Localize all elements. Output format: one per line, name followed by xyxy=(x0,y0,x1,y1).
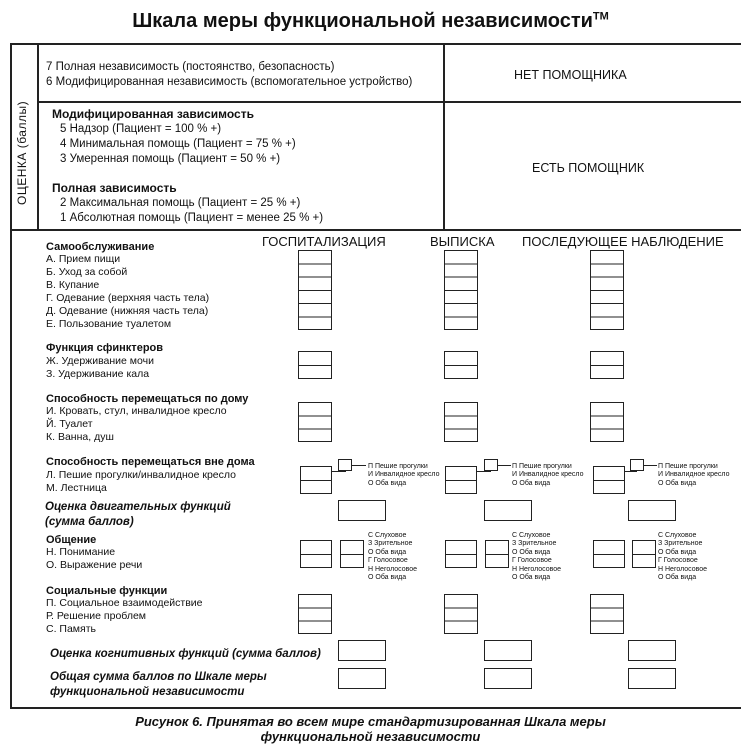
connector xyxy=(332,471,346,472)
motor-total-label: Оценка двигательных функций xyxy=(45,501,231,513)
side-label: ОЦЕНКА (баллы) xyxy=(15,100,29,205)
option-box[interactable] xyxy=(630,459,644,471)
modified-dependence-title: Модифицированная зависимость xyxy=(52,107,254,121)
sphincter-item: Ж. Удерживание мочи xyxy=(46,355,154,367)
frame-top xyxy=(10,43,741,45)
sphincter-title: Функция сфинктеров xyxy=(46,342,164,354)
frame-bottom xyxy=(10,707,741,709)
score-3: 3 Умеренная помощь (Пациент = 50 % +) xyxy=(60,153,281,165)
selfcare-item: Д. Одевание (нижняя часть тела) xyxy=(46,305,209,317)
score-6: 6 Модифицированная независимость (вспомогательное устройство) xyxy=(46,76,413,88)
col-admission: ГОСПИТАЛИЗАЦИЯ xyxy=(262,234,386,249)
grand-total-label-2: функциональной независимости xyxy=(50,686,245,698)
grand-total-label: Общая сумма баллов по Шкале меры xyxy=(50,671,267,683)
selfcare-item: А. Прием пищи xyxy=(46,253,121,265)
score-box[interactable] xyxy=(445,466,477,494)
social-item: П. Социальное взаимодействие xyxy=(46,597,203,609)
helper-label: ЕСТЬ ПОМОЩНИК xyxy=(532,161,645,175)
outside-item: Л. Пешие прогулки/инвалидное кресло xyxy=(46,469,236,481)
motor-total-box[interactable] xyxy=(628,500,676,521)
no-helper-label: НЕТ ПОМОЩНИКА xyxy=(514,68,627,82)
grand-total-box[interactable] xyxy=(338,668,386,689)
score-box[interactable] xyxy=(444,351,478,379)
full-dependence-title: Полная зависимость xyxy=(52,181,177,195)
selfcare-item: Б. Уход за собой xyxy=(46,266,128,278)
score-box[interactable] xyxy=(593,466,625,494)
sphincter-item: З. Удерживание кала xyxy=(46,368,150,380)
social-item: С. Память xyxy=(46,623,96,635)
communication-item: О. Выражение речи xyxy=(46,559,143,571)
score-box[interactable] xyxy=(298,351,332,379)
bracket xyxy=(352,465,366,466)
communication-title: Общение xyxy=(46,534,97,546)
trademark-mark: TM xyxy=(592,10,609,23)
score-2: 2 Максимальная помощь (Пациент = 25 % +) xyxy=(60,197,301,209)
cognitive-total-label: Оценка когнитивных функций (сумма баллов) xyxy=(50,648,321,660)
score-box[interactable] xyxy=(300,540,332,568)
outside-item: М. Лестница xyxy=(46,482,107,494)
social-title: Социальные функции xyxy=(46,585,168,597)
home-item: И. Кровать, стул, инвалидное кресло xyxy=(46,405,227,417)
score-box[interactable] xyxy=(590,594,624,634)
selfcare-item: Е. Пользование туалетом xyxy=(46,318,172,330)
score-box[interactable] xyxy=(590,402,624,442)
score-box[interactable] xyxy=(444,250,478,330)
score-5: 5 Надзор (Пациент = 100 % +) xyxy=(60,123,222,135)
score-box[interactable] xyxy=(593,540,625,568)
col-followup: ПОСЛЕДУЮЩЕЕ НАБЛЮДЕНИЕ xyxy=(522,234,724,249)
score-box[interactable] xyxy=(300,466,332,494)
home-item: К. Ванна, душ xyxy=(46,431,114,443)
home-item: Й. Туалет xyxy=(46,418,93,430)
option-box[interactable] xyxy=(484,459,498,471)
motor-total-box[interactable] xyxy=(338,500,386,521)
score-box[interactable] xyxy=(590,250,624,330)
motor-total-box[interactable] xyxy=(484,500,532,521)
motor-total-label-2: (сумма баллов) xyxy=(45,516,134,528)
score-box[interactable] xyxy=(590,351,624,379)
bracket xyxy=(498,465,511,466)
score-box[interactable] xyxy=(298,402,332,442)
score-row-divider xyxy=(37,101,741,103)
option-box[interactable] xyxy=(485,540,509,568)
frame-left xyxy=(10,43,12,708)
outside-title: Способность перемещаться вне дома xyxy=(46,456,255,468)
score-box[interactable] xyxy=(298,250,332,330)
communication-item: Н. Понимание xyxy=(46,546,116,558)
cognitive-total-box[interactable] xyxy=(338,640,386,661)
communication-options-col1: С Слуховое З Зрительное О Оба вида Г Голосовое Н Неголосовое О Оба вида xyxy=(368,532,418,582)
score-4: 4 Минимальная помощь (Пациент = 75 % +) xyxy=(60,138,296,150)
outside-options-col2: П Пешие прогулки И Инвалидное кресло О Оба вида xyxy=(512,463,584,487)
option-box[interactable] xyxy=(338,459,352,471)
score-mid-divider xyxy=(443,43,445,230)
cognitive-total-box[interactable] xyxy=(484,640,532,661)
option-box[interactable] xyxy=(632,540,656,568)
caption-line-1: Рисунок 6. Принятая во всем мире стандартизированная Шкала меры xyxy=(135,714,606,729)
option-box[interactable] xyxy=(340,540,364,568)
figure-caption xyxy=(0,714,741,744)
social-item: Р. Решение проблем xyxy=(46,610,147,622)
grand-total-box[interactable] xyxy=(628,668,676,689)
connector xyxy=(625,471,637,472)
grand-total-box[interactable] xyxy=(484,668,532,689)
score-box[interactable] xyxy=(444,594,478,634)
cognitive-total-box[interactable] xyxy=(628,640,676,661)
communication-options-col2: С Слуховое З Зрительное О Оба вида Г Голосовое Н Неголосовое О Оба вида xyxy=(512,532,562,582)
page-title: Шкала меры функциональной независимости™ xyxy=(132,10,609,32)
selfcare-title: Самообслуживание xyxy=(46,241,155,253)
selfcare-item: Г. Одевание (верхняя часть тела) xyxy=(46,292,210,304)
outside-options-col1: П Пешие прогулки И Инвалидное кресло О Оба вида xyxy=(368,463,440,487)
col-discharge: ВЫПИСКА xyxy=(430,234,495,249)
score-1: 1 Абсолютная помощь (Пациент = менее 25 % +) xyxy=(60,212,324,224)
score-bottom xyxy=(10,229,741,231)
outside-options-col3: П Пешие прогулки И Инвалидное кресло О Оба вида xyxy=(658,463,730,487)
caption-line-2: функциональной независимости xyxy=(260,729,481,744)
score-divider xyxy=(37,43,39,230)
score-box[interactable] xyxy=(298,594,332,634)
connector xyxy=(477,471,491,472)
communication-options-col3: С Слуховое З Зрительное О Оба вида Г Голосовое Н Неголосовое О Оба вида xyxy=(658,532,708,582)
selfcare-item: В. Купание xyxy=(46,279,100,291)
score-box[interactable] xyxy=(444,402,478,442)
score-box[interactable] xyxy=(445,540,477,568)
score-7: 7 Полная независимость (постоянство, безопасность) xyxy=(46,61,335,73)
bracket xyxy=(644,465,657,466)
home-title: Способность перемещаться по дому xyxy=(46,393,249,405)
